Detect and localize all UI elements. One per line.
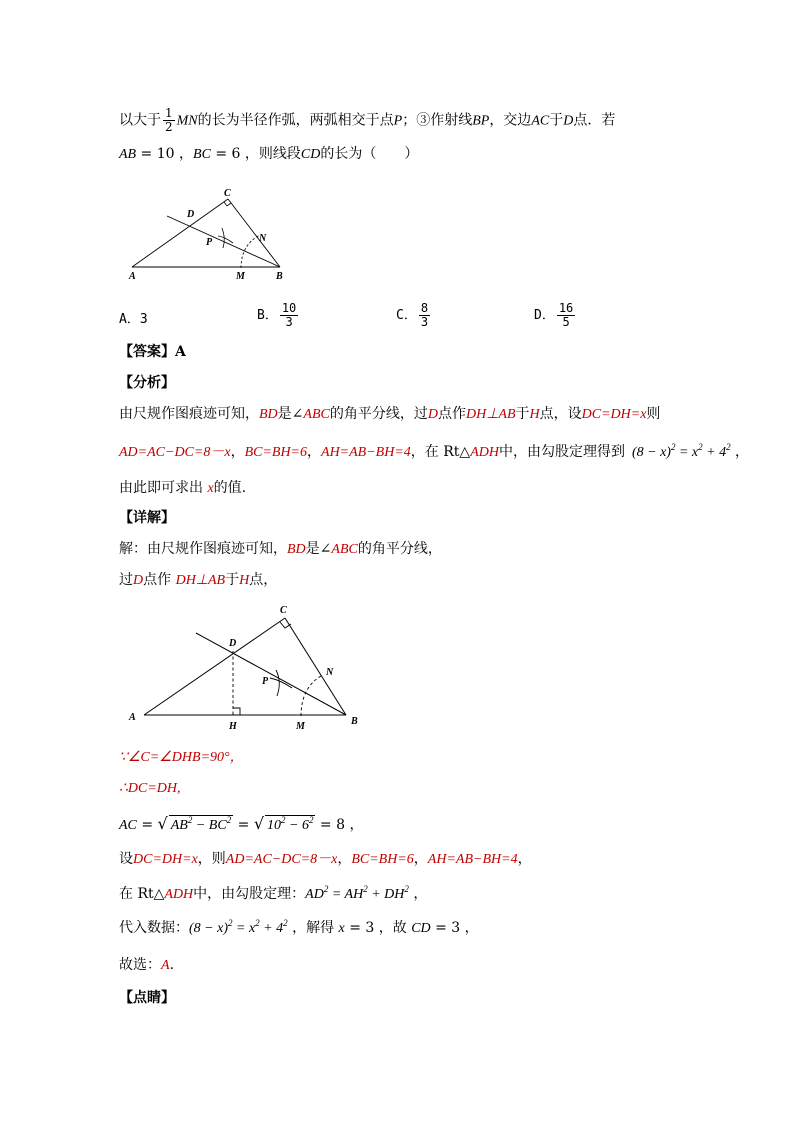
math-d: D: [133, 573, 144, 588]
label-b: B: [276, 271, 283, 282]
math-ac: AC: [119, 818, 137, 833]
choice-fraction: [557, 302, 575, 329]
math-cd: CD: [411, 921, 431, 936]
choice-b[interactable]: [257, 302, 300, 329]
label-h: H: [229, 721, 237, 732]
label-c: C: [224, 188, 231, 199]
text: .: [169, 957, 175, 973]
math-ac: AC: [531, 113, 550, 129]
frac-den: 2: [165, 120, 173, 134]
sqrt-symbol: √: [253, 814, 265, 833]
analysis-line-2: [119, 442, 749, 463]
step-2: ∴DC=DH,: [119, 781, 181, 796]
superscript: 2: [308, 815, 314, 825]
text: 由尺规作图痕迹可知，: [119, 406, 259, 422]
answer-value: A: [175, 344, 186, 360]
superscript: 2: [363, 884, 368, 894]
ray-bp: [196, 633, 346, 715]
eq-part: 6: [301, 818, 309, 833]
math-dc-dh-x: DC=DH=x: [581, 407, 647, 422]
step-1: ∵∠C=∠DHB=90°，: [119, 750, 244, 765]
math-x: x: [338, 921, 345, 936]
text: 于: [515, 406, 530, 422]
text: = 6 ，则线段: [210, 146, 301, 162]
text: 代入数据：: [119, 920, 189, 936]
detail-line-1: [119, 539, 442, 560]
detail-tag: 【详解】: [119, 510, 175, 526]
label-p: P: [262, 676, 269, 687]
text: 于: [225, 572, 240, 588]
eq-part: + DH: [367, 887, 405, 902]
math-ah: AH=AB−BH=4: [321, 445, 411, 460]
text: 的长为半径作弧，两弧相交于点: [197, 112, 394, 129]
eq-part: = x: [675, 445, 699, 460]
frac-num: 8: [420, 301, 429, 315]
text: 点，设: [539, 406, 582, 422]
superscript: 2: [226, 815, 232, 825]
label-a: A: [129, 712, 136, 723]
geometry-figure-1: [120, 185, 300, 285]
text: = 3 ，故: [344, 920, 412, 936]
text: 中，由勾股定理得到: [498, 444, 625, 460]
eq-part: BC: [208, 818, 227, 833]
eq-part: = x: [232, 921, 256, 936]
text: 点，: [249, 572, 278, 588]
eq-part: (8 − x): [631, 445, 671, 460]
superscript: 2: [670, 442, 676, 452]
eq-part: (8 − x): [189, 921, 228, 936]
eq-part: = AH: [328, 887, 364, 902]
text: 故选：: [119, 957, 161, 973]
label-n: N: [326, 667, 334, 678]
analysis-line-3: [119, 478, 246, 499]
math-a: A: [161, 958, 170, 973]
text: 的值.: [213, 480, 247, 496]
choice-letter: B．: [257, 308, 278, 323]
answer-line: [119, 342, 186, 362]
analysis-tag: 【分析】: [119, 375, 175, 391]
sqrt-symbol: √: [157, 814, 168, 833]
radicand-1: [169, 815, 233, 836]
eq-part: + 4: [259, 921, 284, 936]
radicand-2: [265, 815, 315, 836]
segment-cb: [285, 618, 346, 715]
label-a: A: [129, 271, 136, 282]
math-bd: BD: [287, 542, 306, 557]
superscript: 2: [726, 442, 731, 452]
math-abc: ABC: [331, 542, 358, 557]
math-dc-dh-x: DC=DH=x: [133, 852, 198, 867]
text: 设: [119, 851, 133, 867]
text: =: [136, 817, 158, 833]
label-b: B: [351, 716, 358, 727]
text: ，: [408, 886, 428, 902]
text: = 8 ，: [315, 817, 364, 833]
segment-cb: [228, 199, 280, 267]
eq-part: −: [285, 818, 302, 833]
text: ，: [230, 444, 245, 460]
math-ad: AD=AC−DC=8－x: [119, 445, 231, 460]
math-bc-bh: BC=BH=6: [244, 445, 308, 460]
math-h: H: [239, 573, 250, 588]
eq-part: + 4: [702, 445, 727, 460]
math-ab: AB: [119, 147, 137, 162]
frac-num: 16: [558, 301, 574, 315]
choice-fraction: [419, 302, 430, 329]
choice-letter: C．: [396, 308, 417, 323]
right-angle-mark-c: [224, 202, 231, 206]
text: 点．若: [573, 112, 616, 129]
text: = 3 ，: [430, 920, 479, 936]
eq-part: −: [192, 818, 209, 833]
math-d: D: [563, 113, 574, 129]
text: 点作: [437, 406, 466, 422]
frac-num: 10: [281, 301, 297, 315]
choice-a[interactable]: [119, 308, 148, 327]
arc-mn: [241, 235, 260, 268]
arc-mn: [301, 675, 323, 716]
arc-p-1: [276, 670, 279, 696]
text: 由此即可求出: [119, 480, 203, 496]
math-dh-perp-ab: DH⊥AB: [465, 407, 516, 422]
math-bc: BC: [193, 147, 211, 162]
text: 是∠: [305, 541, 332, 557]
text: 中，由勾股定理：: [193, 886, 306, 902]
math-adh: ADH: [470, 445, 499, 460]
label-c: C: [280, 605, 287, 616]
text: ，交边: [489, 112, 532, 129]
label-d: D: [187, 209, 195, 220]
text: = 10 ，: [136, 146, 194, 162]
superscript: 2: [281, 815, 286, 825]
segment-ac: [144, 618, 285, 715]
text: 点作: [143, 572, 172, 588]
equation: [631, 442, 731, 460]
text: 过: [119, 572, 133, 588]
math-x: x: [207, 481, 214, 496]
text: =: [233, 817, 254, 833]
choice-letter: D．: [534, 308, 555, 323]
choice-fraction: [280, 302, 298, 329]
text: ，: [730, 444, 750, 460]
question-line-1: [119, 107, 615, 134]
step-5: [119, 884, 427, 905]
eq-part: AB: [170, 818, 188, 833]
step-4: [119, 849, 532, 870]
text: 则: [646, 406, 661, 422]
label-d: D: [229, 638, 237, 649]
equation: [189, 918, 288, 936]
text: 的长为（ ）: [320, 146, 419, 162]
superscript: 2: [404, 884, 409, 894]
frac-den: 5: [562, 315, 570, 329]
text: 的角平分线，: [357, 541, 442, 557]
choice-c[interactable]: [396, 302, 432, 329]
frac-num: 1: [165, 106, 173, 120]
superscript: 2: [187, 815, 193, 825]
step-7: [119, 955, 174, 976]
choice-value: 3: [139, 312, 148, 327]
math-ad: AD=AC−DC=8－x: [225, 852, 338, 867]
text: ，在 Rt△: [410, 444, 471, 460]
fraction-one-half: [163, 107, 175, 134]
text: ，: [337, 851, 352, 867]
math-p: P: [393, 113, 403, 129]
text: 的角平分线，过: [329, 406, 428, 422]
label-p: P: [206, 237, 213, 248]
answer-tag: 【答案】: [119, 344, 175, 360]
math-abc: ABC: [303, 407, 330, 422]
math-d: D: [427, 407, 438, 422]
analysis-line-1: [119, 404, 660, 425]
math-cd: CD: [300, 147, 321, 162]
text: ，则: [197, 851, 226, 867]
text: ，: [413, 851, 428, 867]
superscript: 2: [283, 918, 288, 928]
superscript: 2: [698, 442, 703, 452]
text: ；③作射线: [402, 112, 473, 129]
math-dh-perp-ab: DH⊥AB: [175, 573, 226, 588]
geometry-figure-2: [122, 598, 372, 740]
choice-d[interactable]: [534, 302, 577, 329]
right-angle-mark-c: [280, 622, 291, 628]
segment-ac: [132, 199, 228, 267]
label-n: N: [259, 233, 267, 244]
math-bp: BP: [472, 113, 490, 129]
math-ah: AH=AB−BH=4: [427, 852, 518, 867]
detail-line-2: [119, 570, 277, 591]
label-m: M: [236, 271, 245, 282]
right-angle-mark-h: [233, 708, 240, 715]
superscript: 2: [255, 918, 260, 928]
math-bd: BD: [259, 407, 278, 422]
text: ，: [307, 444, 322, 460]
frac-den: 3: [420, 315, 429, 329]
superscript: 2: [323, 884, 329, 894]
text: ，: [517, 851, 532, 867]
text: ，解得: [287, 920, 339, 936]
math-bc-bh: BC=BH=6: [351, 852, 414, 867]
text: 于: [549, 112, 564, 129]
choice-letter: A．: [119, 312, 140, 327]
eq-part: AD: [305, 887, 324, 902]
question-line-2: [119, 144, 418, 165]
equation: [305, 884, 409, 902]
step-6: [119, 918, 479, 939]
math-adh: ADH: [164, 887, 194, 902]
text: 在 Rt△: [119, 886, 165, 902]
superscript: 2: [228, 918, 233, 928]
step-3: [119, 814, 363, 836]
eq-part: 10: [267, 818, 282, 833]
text: 是∠: [277, 406, 304, 422]
text: 以大于: [119, 112, 161, 129]
math-mn: MN: [176, 113, 198, 129]
label-m: M: [296, 721, 305, 732]
math-h: H: [529, 407, 540, 422]
comment-tag: 【点睛】: [119, 990, 175, 1006]
frac-den: 3: [285, 315, 293, 329]
text: 解：由尺规作图痕迹可知，: [119, 541, 287, 557]
